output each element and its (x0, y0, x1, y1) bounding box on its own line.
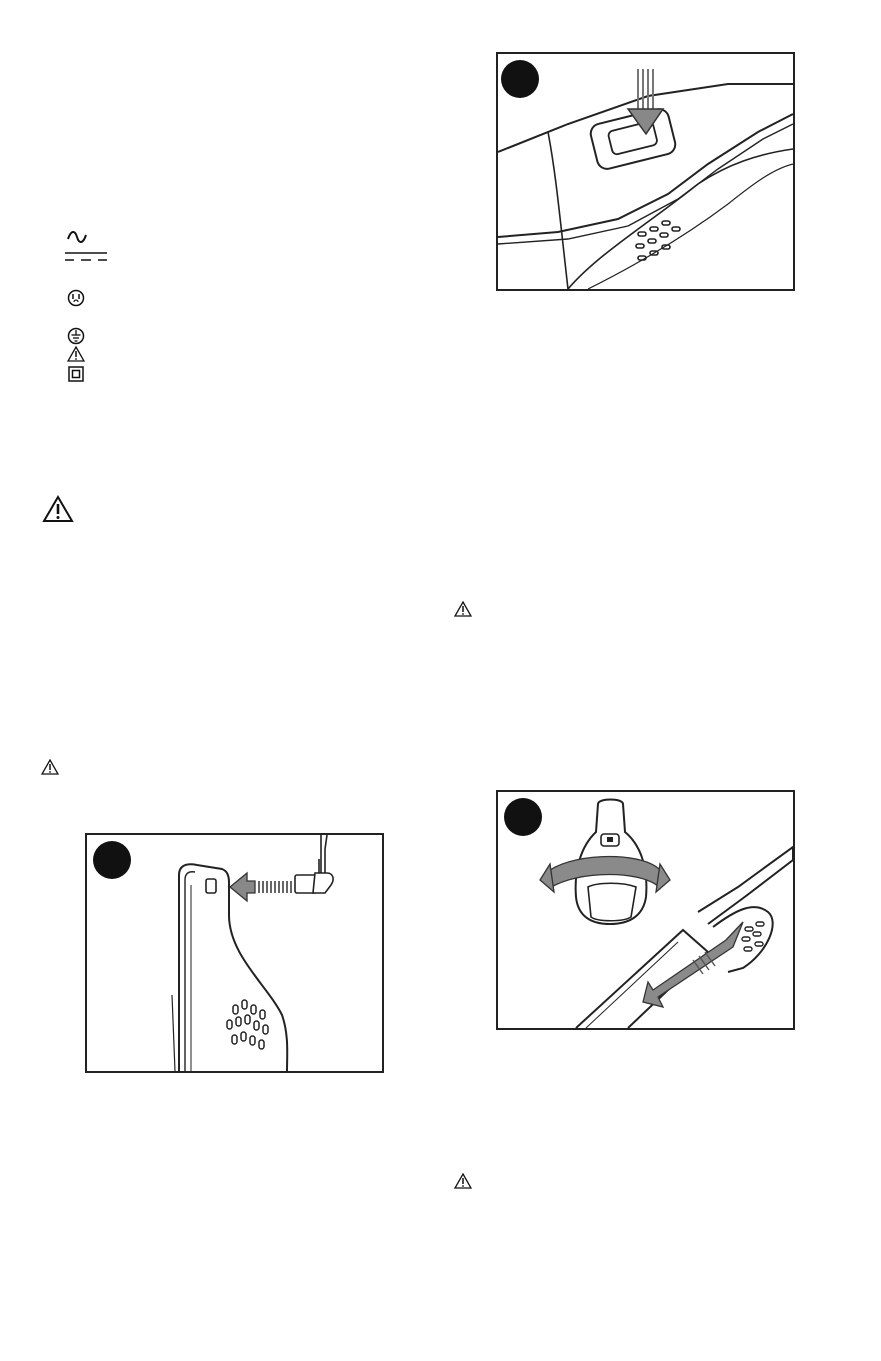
polarized-outlet-icon (67, 289, 85, 307)
bowl-release-illustration (498, 792, 793, 1028)
warning-triangle-icon (454, 1173, 472, 1189)
warning-triangle-icon (67, 346, 85, 362)
direct-current-icon (64, 250, 108, 262)
alternating-current-icon (66, 230, 88, 244)
figure-charger (85, 833, 384, 1073)
earth-ground-icon (67, 327, 85, 345)
figure-bowl-release (496, 790, 795, 1030)
warning-triangle-icon (41, 759, 59, 775)
figure-switch (496, 52, 795, 291)
warning-triangle-icon (42, 495, 74, 523)
double-insulation-icon (68, 366, 84, 382)
figure-number-badge (501, 60, 539, 98)
figure-number-badge (504, 798, 542, 836)
warning-triangle-icon (454, 601, 472, 617)
figure-number-badge (93, 841, 131, 879)
charger-plug-illustration (87, 835, 382, 1071)
vacuum-switch-illustration (498, 54, 793, 289)
